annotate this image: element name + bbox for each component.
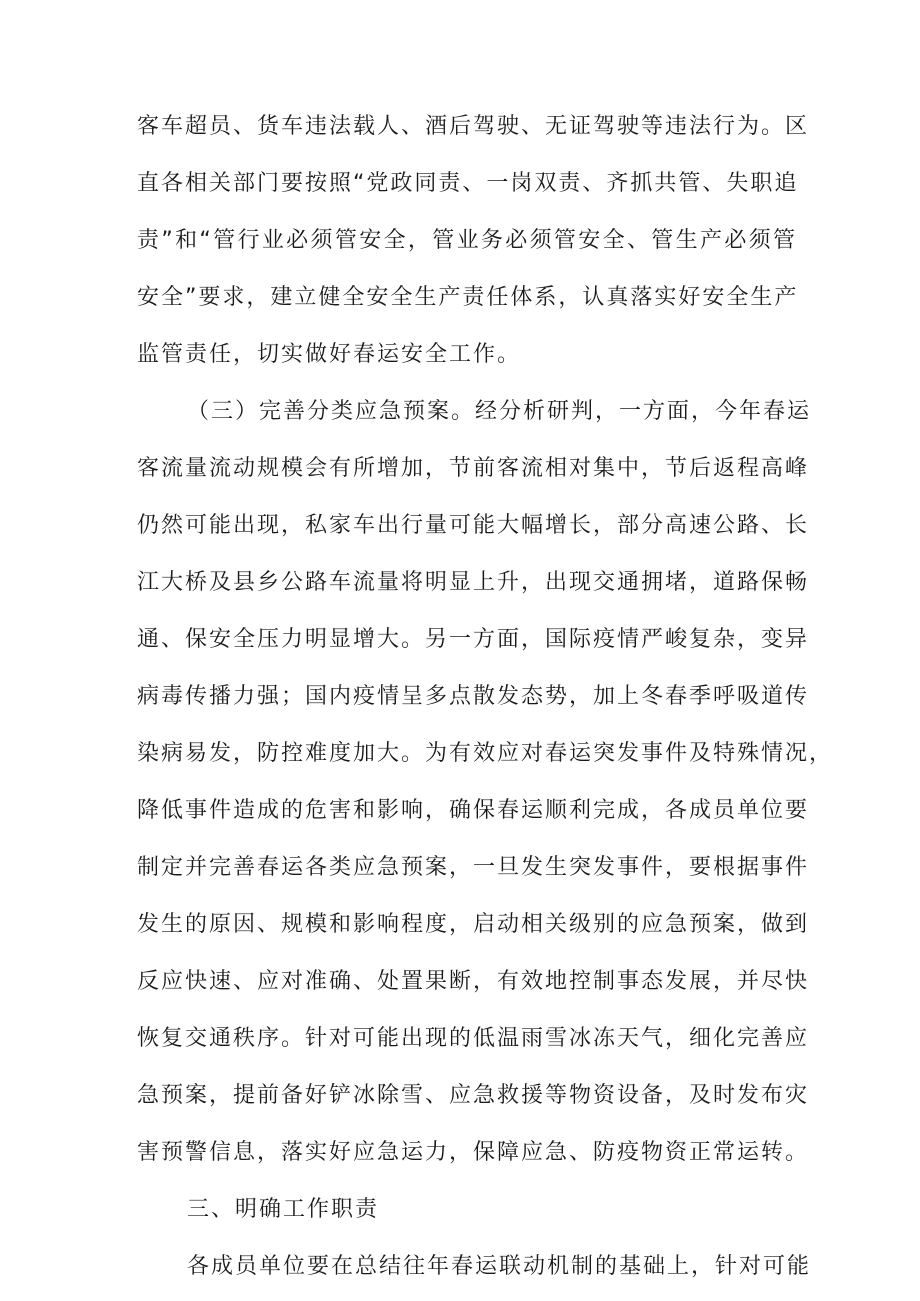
text-line: 通、保安全压力明显增大。另一方面，国际疫情严峻复杂，变异 xyxy=(137,627,810,652)
text-line: 病毒传播力强；国内疫情呈多点散发态势，加上冬春季呼吸道传 xyxy=(137,684,810,709)
text-line: 降低事件造成的危害和影响，确保春运顺利完成，各成员单位要 xyxy=(137,798,810,823)
text-line: 安全”要求，建立健全安全生产责任体系，认真落实好安全生产 xyxy=(137,285,799,310)
text-line: 责”和“管行业必须管安全，管业务必须管安全、管生产必须管 xyxy=(137,228,797,253)
text-line: 染病易发，防控难度加大。为有效应对春运突发事件及特殊情况， xyxy=(137,741,834,766)
text-line: 江大桥及县乡公路车流量将明显上升，出现交通拥堵，道路保畅 xyxy=(137,570,810,595)
text-line: 发生的原因、规模和影响程度，启动相关级别的应急预案，做到 xyxy=(137,912,810,937)
text-line: 恢复交通秩序。针对可能出现的低温雨雪冰冻天气，细化完善应 xyxy=(137,1026,810,1051)
text-line: 客车超员、货车违法载人、酒后驾驶、无证驾驶等违法行为。区 xyxy=(137,114,810,139)
paragraph-end-line: 监管责任，切实做好春运安全工作。 xyxy=(137,342,522,367)
text-line: 客流量流动规模会有所增加，节前客流相对集中，节后返程高峰 xyxy=(137,456,810,481)
text-line: 仍然可能出现，私家车出行量可能大幅增长，部分高速公路、长 xyxy=(137,513,810,538)
text-line: 制定并完善春运各类应急预案，一旦发生突发事件，要根据事件 xyxy=(137,855,810,880)
section-heading-line: （三）完善分类应急预案。经分析研判，一方面，今年春运 xyxy=(187,399,812,424)
text-line: 急预案，提前备好铲冰除雪、应急救援等物资设备，及时发布灾 xyxy=(137,1083,810,1108)
chapter-heading: 三、明确工作职责 xyxy=(187,1197,380,1222)
text-line: 直各相关部门要按照“党政同责、一岗双责、齐抓共管、失职追 xyxy=(137,171,799,196)
text-line: 害预警信息，落实好应急运力，保障应急、防疫物资正常运转。 xyxy=(137,1140,810,1165)
text-line: 各成员单位要在总结往年春运联动机制的基础上，针对可能 xyxy=(187,1254,812,1279)
text-line: 反应快速、应对准确、处置果断，有效地控制事态发展，并尽快 xyxy=(137,969,810,994)
